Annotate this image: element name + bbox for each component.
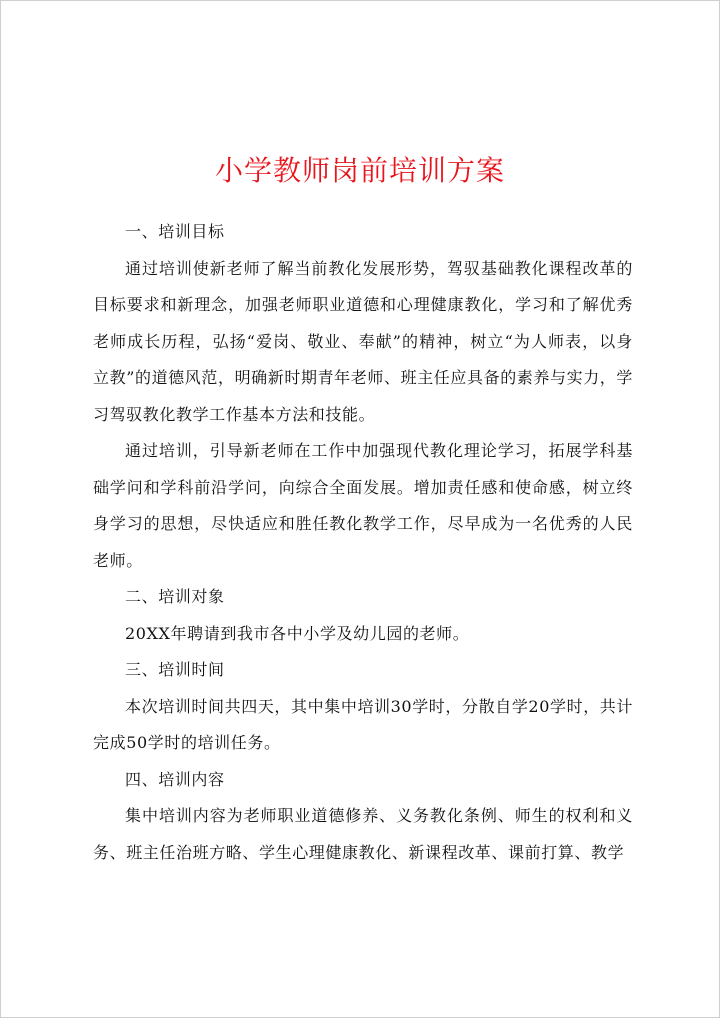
paragraph-content: 集中培训内容为老师职业道德修养、义务教化条例、师生的权利和义务、班主任治班方略、学生心理健康教化、新课程改革、课前打算、教学	[93, 806, 633, 862]
section-heading-schedule: 三、培训时间	[125, 660, 225, 679]
section-heading-goals: 一、培训目标	[125, 222, 225, 241]
section-heading-content: 四、培训内容	[125, 769, 225, 789]
paragraph-schedule: 本次培训时间共四天，其中集中培训30学时，分散自学20学时，共计完成50学时的培训任务。	[93, 696, 633, 752]
document-body	[93, 214, 633, 871]
section-heading-audience: 二、培训对象	[125, 587, 225, 606]
paragraph-goals-2: 通过培训，引导新老师在工作中加强现代教化理论学习，拓展学科基础学问和学科前沿学问，向综合全面发展。增加责任感和使命感，树立终身学习的思想，尽快适应和胜任教化教学工作，尽早成为一名优秀的人民老师。	[93, 441, 633, 570]
document-title: 小学教师岗前培训方案	[214, 154, 505, 187]
paragraph-goals-1: 通过培训使新老师了解当前教化发展形势，驾驭基础教化课程改革的目标要求和新理念，加强老师职业道德和心理健康教化，学习和了解优秀老师成长历程，弘扬“爱岗、敬业、奉献”的精神，树立“为人师表，以身立教”的道德风范，明确新时期青年老师、班主任应具备的素养与实力，学习驾驭教化教学工作基本方法和技能。	[93, 258, 633, 424]
paragraph-audience: 20XX年聘请到我市各中小学及幼儿园的老师。	[125, 623, 470, 643]
